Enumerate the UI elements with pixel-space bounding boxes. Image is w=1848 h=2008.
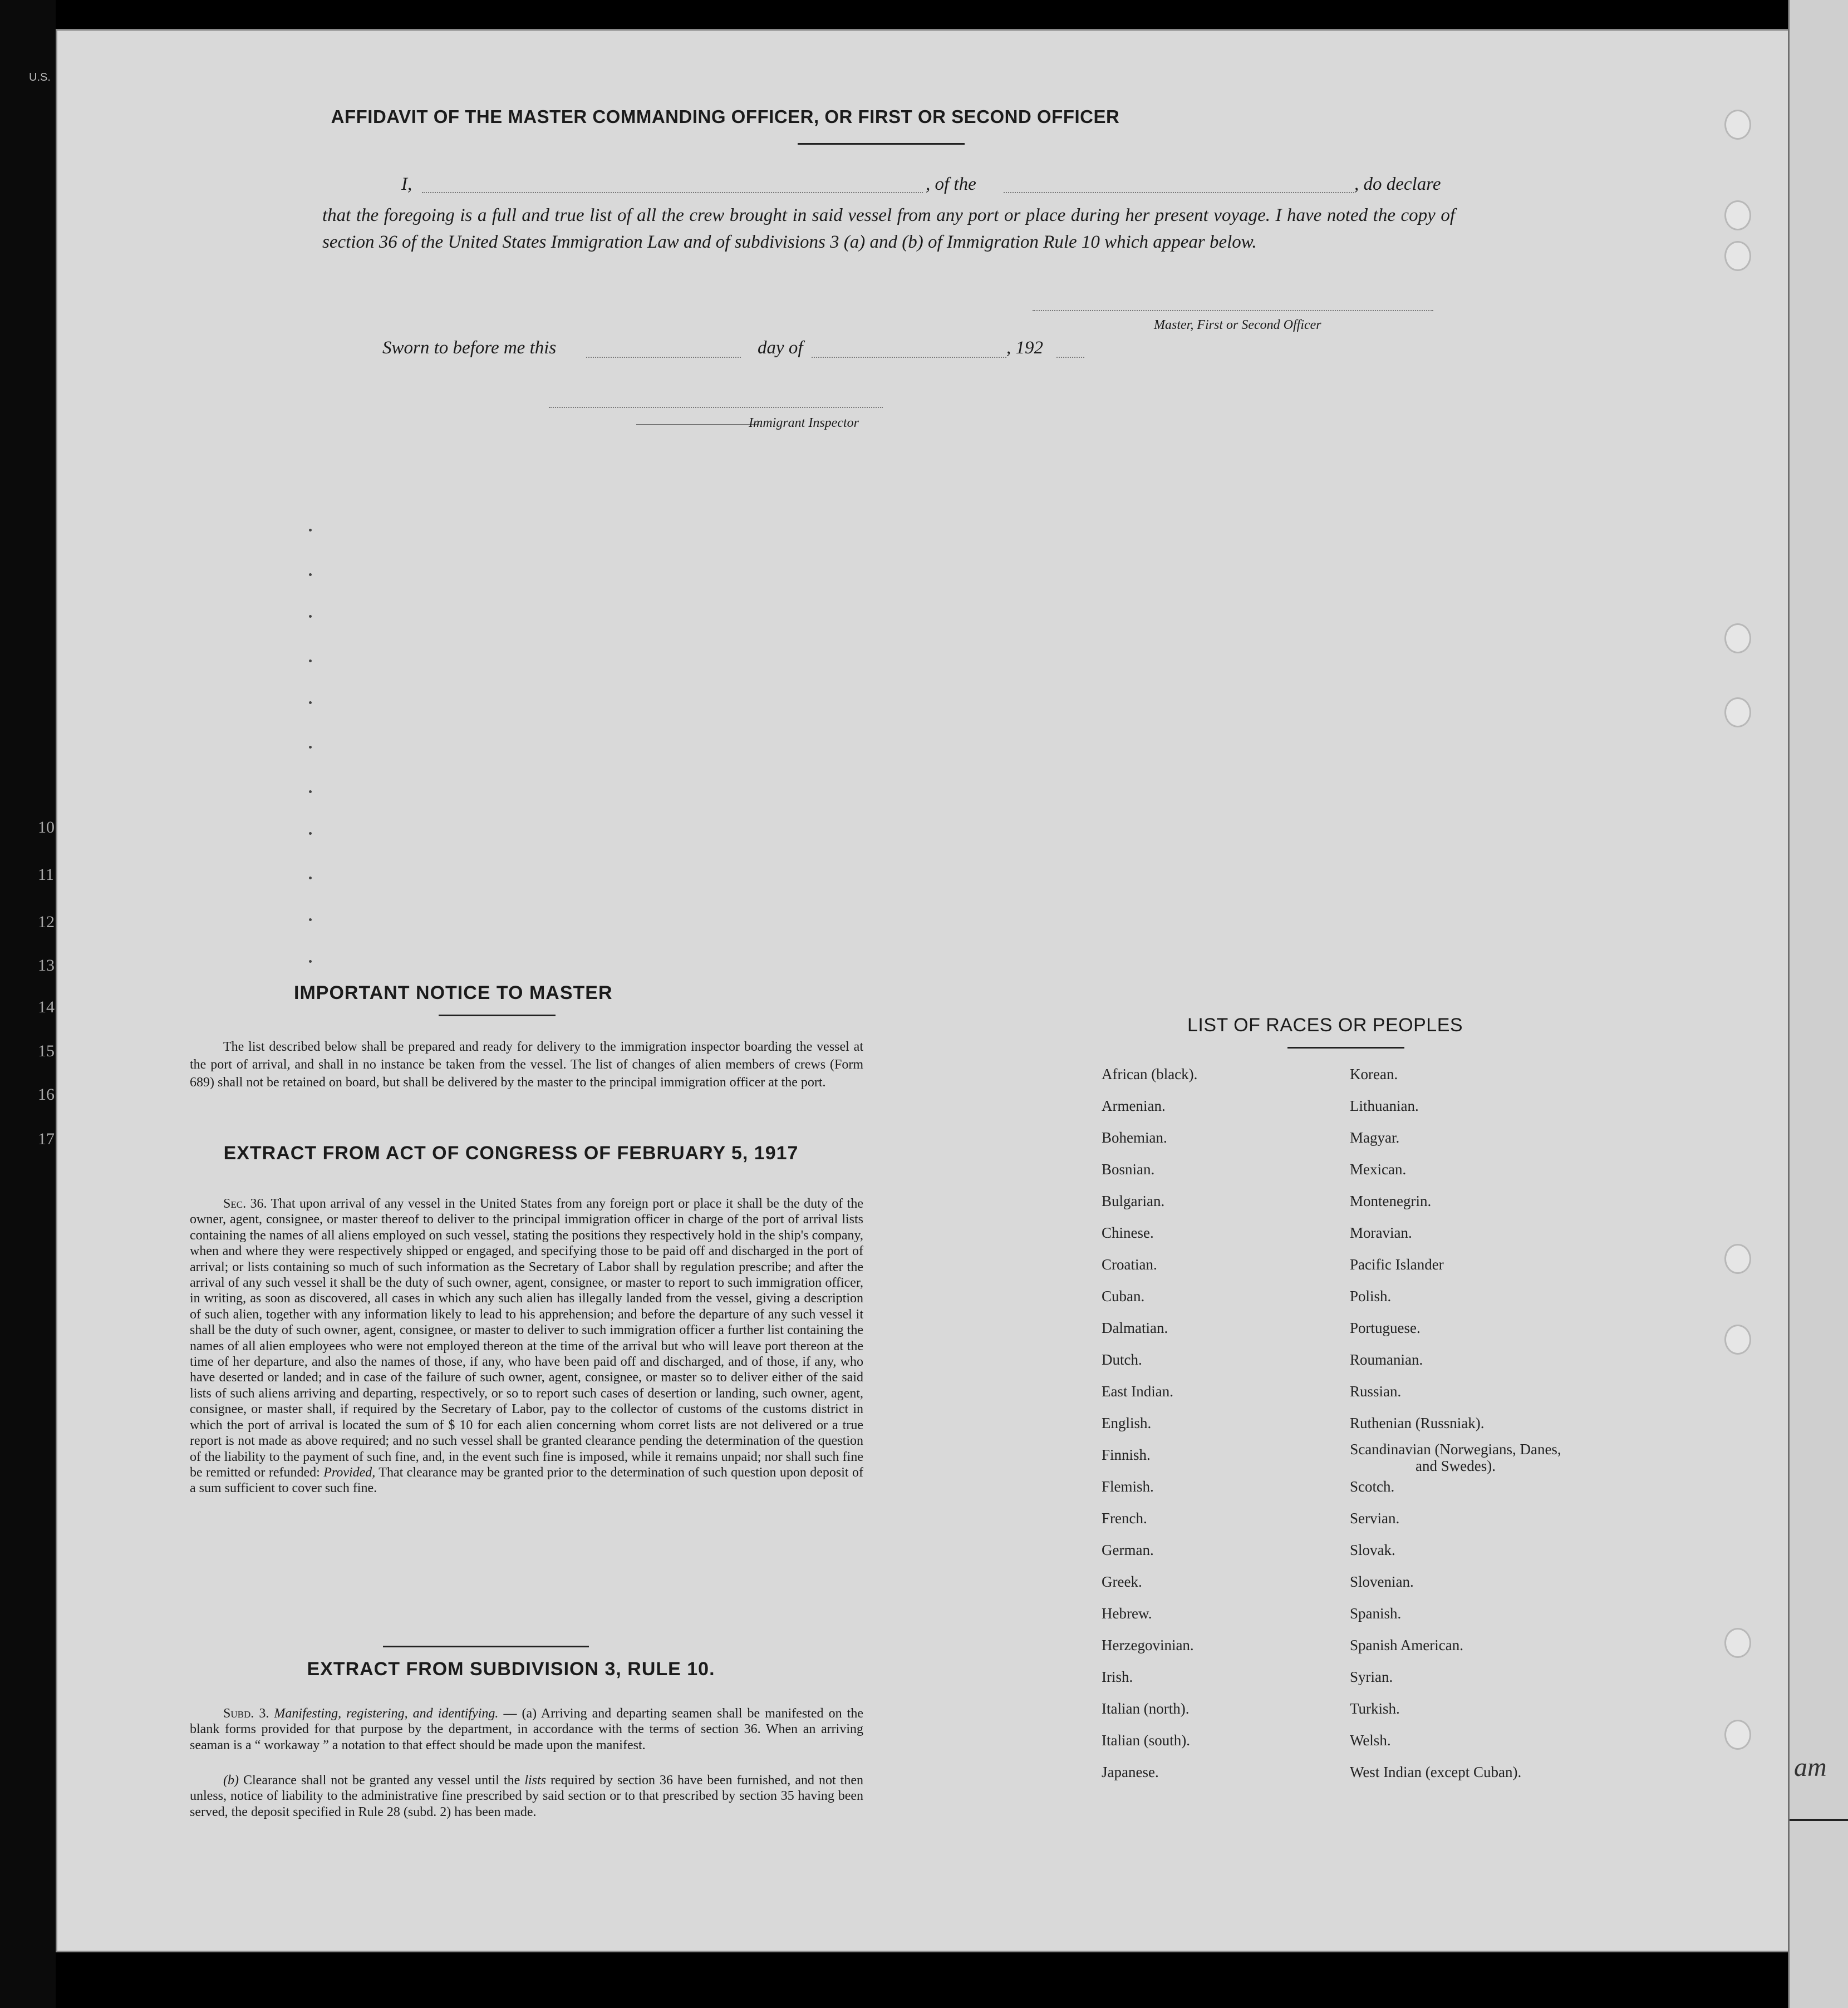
race-item: Russian.: [1350, 1383, 1402, 1400]
race-item: Croatian.: [1102, 1256, 1157, 1273]
race-item: Pacific Islander: [1350, 1256, 1444, 1273]
sworn-day-field[interactable]: [586, 357, 741, 358]
race-item: Chinese.: [1102, 1224, 1154, 1241]
race-item: Mexican.: [1350, 1161, 1407, 1178]
race-item: Spanish American.: [1350, 1637, 1463, 1653]
race-item: Ruthenian (Russniak).: [1350, 1415, 1485, 1431]
row-number: 10: [38, 818, 55, 836]
race-item: Portuguese.: [1350, 1320, 1421, 1336]
race-item: Herzegovinian.: [1102, 1637, 1194, 1653]
race-item: Scandinavian (Norwegians, Danes, and Swedes).: [1350, 1441, 1561, 1474]
race-item: Cuban.: [1102, 1288, 1145, 1305]
act-title: EXTRACT FROM ACT OF CONGRESS OF FEBRUARY 5, 1917: [223, 1143, 799, 1164]
form-page: [56, 29, 1790, 1952]
row-number: 11: [38, 865, 54, 884]
race-item: Lithuanian.: [1350, 1097, 1419, 1114]
row-number: 17: [38, 1130, 55, 1148]
race-item: Dalmatian.: [1102, 1320, 1168, 1336]
punch-hole: [1724, 1325, 1751, 1355]
subd-label: Subd. 3.: [223, 1706, 269, 1721]
do-declare-label: , do declare: [1354, 174, 1441, 194]
row-dot: [309, 746, 312, 749]
race-item: Korean.: [1350, 1066, 1398, 1082]
row-dot: [309, 573, 312, 576]
affidavit-title: AFFIDAVIT OF THE MASTER COMMANDING OFFICER, OR FIRST OR SECOND OFFICER: [331, 106, 1120, 127]
year-label: , 192: [1006, 338, 1043, 358]
rule-b-lists: lists: [524, 1773, 546, 1788]
signature-caption: Master, First or Second Officer: [1154, 318, 1321, 332]
vessel-name-field[interactable]: [1004, 192, 1354, 193]
row-number: 13: [38, 956, 55, 975]
race-item: Armenian.: [1102, 1097, 1166, 1114]
inspector-rule: [636, 424, 759, 425]
b-label: (b): [223, 1773, 239, 1788]
row-dot: [309, 660, 312, 662]
sec-label: Sec. 36.: [223, 1197, 267, 1211]
rule-a-body: — (a) Arriving and departing seamen shall be manifested on the blank forms provided for that purpose by the department, in accordance with the terms of section 36. When an arriving seaman is a “ workaway ” a notation to that effect should be made upon the manifest.: [190, 1706, 864, 1753]
rule-a-text: [190, 1706, 863, 1753]
notice-text: [190, 1038, 863, 1091]
race-item: Japanese.: [1102, 1764, 1159, 1780]
punch-hole: [1724, 110, 1751, 140]
provided-word: Provided,: [323, 1465, 376, 1480]
act-body: That upon arrival of any vessel in the United States from any foreign port or place it shall be the duty of the owner, agent, consignee, or master thereof to deliver to the principal immigration officer in charge of the port of arrival lists containing the names of all aliens employed on such vessel, stating the positions they respectively hold in the ship's company, when and where they were respectively shipped or engaged, and specifying those to be paid off and discharged in the port of arrival; or lists containing so much of such information as the Secretary of Labor shall by regulation prescribe; and after the arrival of any such vessel it shall be the duty of such owner, agent, consignee, or master to report to such immigration officer, in writing, as soon as discovered, all cases in which any such alien has illegally landed from the vessel, giving a description of such alien, together with any information likely to lead to his apprehension; and before the departure of any such vessel it shall be the duty of such owner, agent, consignee, or master to deliver to such immigration officer a further list containing the names of all alien employees who were not employed thereon at the time of the arrival but who will leave port thereon at the time of her departure, and also the names of those, if any, who have been paid off and discharged, and of those, if any, who have deserted or landed; and in case of the failure of such owner, agent, consignee, or master so to deliver either of the said lists of such aliens arriving and departing, respectively, or so to report such cases of desertion or landing, such owner, agent, consignee, or master shall, if required by the Secretary of Labor, pay to the collector of customs of the customs district in which the port of arrival is located the sum of $ 10 for each alien concerning whom corret lists are not delivered or a true report is not made as above required; and no such vessel shall be granted clearance pending the determination of the question of the liability to the payment of such fine, and, in the event such fine is imposed, while it remains unpaid; nor shall such fine be remitted or refunded:: [190, 1197, 863, 1480]
right-underlying-page-strip: [1788, 0, 1848, 2008]
row-dot: [309, 877, 312, 879]
race-item: Spanish.: [1350, 1605, 1402, 1622]
act-tail: That clearance may be granted prior to the determination of such question upon deposit of a sum sufficient to cover such fine.: [190, 1465, 864, 1496]
row-dot: [309, 529, 312, 531]
race-item: West Indian (except Cuban).: [1350, 1764, 1522, 1780]
row-dot: [309, 960, 312, 963]
rule-b-part1: Clearance shall not be granted any vessel until the: [243, 1773, 520, 1788]
race-item: Bosnian.: [1102, 1161, 1155, 1178]
race-item: Bulgarian.: [1102, 1193, 1165, 1209]
race-item: Slovak.: [1350, 1542, 1395, 1558]
subd-heading: Manifesting, registering, and identifying.: [274, 1706, 499, 1721]
race-item: Italian (south).: [1102, 1732, 1190, 1749]
row-number: 15: [38, 1042, 55, 1060]
race-item: Turkish.: [1350, 1700, 1400, 1717]
left-ledger-strip: [0, 0, 56, 2008]
notice-title: IMPORTANT NOTICE TO MASTER: [294, 982, 613, 1003]
race-item: Scotch.: [1350, 1478, 1395, 1495]
punch-hole: [1724, 1244, 1751, 1274]
inspector-caption: Immigrant Inspector: [749, 416, 859, 430]
notice-body: The list described below shall be prepared and ready for delivery to the immigration inspector boarding the vessel at the port of arrival, and shall in no instance be taken from the vessel. The list of changes of alien members of crews (Form 689) shall not be retained on board, but shall be delivered by the master to the principal immigration officer at the port.: [190, 1040, 863, 1090]
race-item: English.: [1102, 1415, 1152, 1431]
row-dot: [309, 701, 312, 704]
race-item: Montenegrin.: [1350, 1193, 1432, 1209]
notice-rule: [439, 1015, 556, 1016]
row-dot: [309, 918, 312, 921]
punch-hole: [1724, 200, 1751, 230]
race-item: Hebrew.: [1102, 1605, 1152, 1622]
race-item: Moravian.: [1350, 1224, 1412, 1241]
sworn-year-field[interactable]: [1056, 357, 1084, 358]
rule-b-part2: required by section 36 have been furnished, and not then unless, notice of liability to the administrative fine prescribed by said section or to that prescribed by section 35 having been served, the deposit specified in Rule 28 (subd. 2) has been made.: [190, 1773, 863, 1819]
of-the-label: , of the: [926, 174, 976, 194]
row-dot: [309, 832, 312, 835]
race-item: Flemish.: [1102, 1478, 1154, 1495]
race-item: Bohemian.: [1102, 1129, 1167, 1146]
title-rule: [798, 143, 965, 145]
declarant-name-field[interactable]: [422, 192, 923, 193]
race-item: Italian (north).: [1102, 1700, 1190, 1717]
race-item: German.: [1102, 1542, 1154, 1558]
affidavit-body: that the foregoing is a full and true list of all the crew brought in said vessel from any port or place during her present voyage. I have noted the copy of section 36 of the United States Immigration Law and of subdivisions 3 (a) and (b) of Immigration Rule 10 which appear below.: [322, 205, 1455, 252]
race-item: Slovenian.: [1350, 1573, 1414, 1590]
rule-title: EXTRACT FROM SUBDIVISION 3, RULE 10.: [307, 1658, 715, 1680]
punch-hole: [1724, 241, 1751, 271]
row-dot: [309, 790, 312, 793]
sworn-month-field[interactable]: [812, 357, 1006, 358]
day-of-label: day of: [758, 338, 803, 358]
punch-hole: [1724, 697, 1751, 727]
race-item: Greek.: [1102, 1573, 1142, 1590]
officer-signature-field[interactable]: [1033, 310, 1433, 311]
race-item: Irish.: [1102, 1669, 1133, 1685]
race-item: Syrian.: [1350, 1669, 1393, 1685]
race-item: Magyar.: [1350, 1129, 1400, 1146]
inspector-signature-field[interactable]: [549, 407, 883, 408]
races-title: LIST OF RACES OR PEOPLES: [1187, 1015, 1463, 1036]
row-number: 14: [38, 998, 55, 1016]
margin-label: U.S.: [29, 71, 51, 83]
right-edge-rule: [1790, 1819, 1848, 1821]
declarant-label: I,: [401, 174, 412, 194]
punch-hole: [1724, 1628, 1751, 1658]
right-edge-fragment: am: [1794, 1753, 1827, 1782]
race-item: Dutch.: [1102, 1351, 1142, 1368]
race-item: Welsh.: [1350, 1732, 1391, 1749]
sworn-label: Sworn to before me this: [382, 338, 557, 358]
act-rule: [383, 1646, 589, 1647]
punch-hole: [1724, 1720, 1751, 1750]
race-item: East Indian.: [1102, 1383, 1173, 1400]
race-item: French.: [1102, 1510, 1147, 1527]
act-text: [190, 1196, 863, 1497]
row-number: 12: [38, 913, 55, 931]
rule-b-text: [190, 1773, 863, 1820]
races-rule: [1287, 1047, 1404, 1049]
race-item: Roumanian.: [1350, 1351, 1423, 1368]
race-item: Servian.: [1350, 1510, 1400, 1527]
race-item: African (black).: [1102, 1066, 1198, 1082]
race-item: Polish.: [1350, 1288, 1392, 1305]
race-item: Finnish.: [1102, 1446, 1151, 1463]
row-number: 16: [38, 1085, 55, 1104]
row-dot: [309, 615, 312, 618]
punch-hole: [1724, 623, 1751, 653]
